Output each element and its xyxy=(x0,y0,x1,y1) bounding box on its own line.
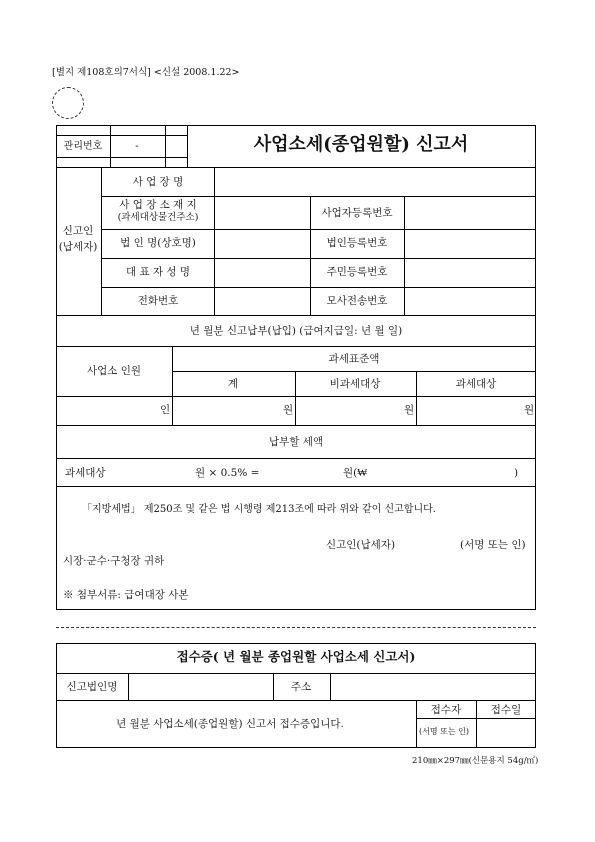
receipt-corp-label: 신고법인명 xyxy=(66,681,118,693)
corp-reg-no-label: 법인등록번호 xyxy=(326,237,388,249)
tax-result-text: 원(₩ xyxy=(343,467,368,479)
place-name-label: 사 업 장 명 xyxy=(132,176,184,188)
receiver-label: 접수자 xyxy=(430,704,462,716)
corp-name-label: 법 인 명(상호명) xyxy=(120,237,196,249)
law-text: 「지방세법」 제250조 및 같은 법 시행령 제213조에 따라 위와 같이 신고합니다. xyxy=(82,504,436,515)
reporter-group-label: 신고인 xyxy=(62,225,94,237)
tax-header: 납부할 세액 xyxy=(268,436,324,448)
col-taxable: 과세대상 xyxy=(455,378,497,390)
receipt-addr-field[interactable] xyxy=(331,674,535,699)
period-line: 년 월분 신고납부(납입) (급여지급일: 년 월 일) xyxy=(189,325,403,337)
rep-name-label: 대 표 자 성 명 xyxy=(125,266,191,278)
location-sublabel: (과세대상물건주소) xyxy=(117,212,199,223)
mgmt-number-value: - xyxy=(135,141,139,152)
sign-label: (서명 또는 인) xyxy=(460,539,526,551)
staff-count-field[interactable] xyxy=(57,397,157,424)
addressee: 시장·군수·구청장 귀하 xyxy=(63,555,165,567)
biz-reg-no-field[interactable] xyxy=(405,197,535,228)
tax-std-label: 과세표준액 xyxy=(328,353,380,365)
mgmt-number-label: 관리번호 xyxy=(63,141,103,152)
phone-label: 전화번호 xyxy=(137,295,179,307)
corp-reg-no-field[interactable] xyxy=(405,230,535,257)
paper-spec: 210㎜×297㎜(신문용지 54g/㎡) xyxy=(412,756,539,766)
attachment-note: ※ 첨부서류: 급여대장 사본 xyxy=(63,589,189,601)
resident-no-label: 주민등록번호 xyxy=(326,266,388,278)
form-number-label: [별지 제108호의7서식] <신설 2008.1.22> xyxy=(52,67,240,78)
receipt-body: 년 월분 사업소세(종업원할) 신고서 접수증입니다. xyxy=(116,718,344,730)
tax-amount-field[interactable] xyxy=(275,460,340,484)
col-total: 계 xyxy=(227,378,239,390)
form-title: 사업소세(종업원할) 신고서 xyxy=(253,134,469,155)
tax-rate-text: 원 × 0.5% = xyxy=(195,467,260,479)
location-label: 사 업 장 소 재 지 xyxy=(119,199,197,211)
location-field[interactable] xyxy=(215,197,309,228)
corp-name-field[interactable] xyxy=(215,230,309,257)
resident-no-field[interactable] xyxy=(405,259,535,286)
unit-won-nontax: 원 xyxy=(404,404,415,416)
unit-person: 인 xyxy=(160,404,171,416)
biz-reg-no-label: 사업자등록번호 xyxy=(321,207,393,219)
tax-won-field[interactable] xyxy=(370,460,512,484)
receiver-sign: (서명 또는 인) xyxy=(419,727,469,736)
cut-line xyxy=(56,627,536,628)
unit-won-total: 원 xyxy=(283,404,294,416)
place-name-field[interactable] xyxy=(215,168,535,195)
receipt-corp-field[interactable] xyxy=(129,674,272,699)
reporter-group-sublabel: (납세자) xyxy=(58,241,98,253)
receipt-date-field[interactable] xyxy=(477,719,535,747)
tax-base-field[interactable] xyxy=(120,460,192,484)
receipt-date-label: 접수일 xyxy=(490,704,522,716)
staff-label: 사업소 인원 xyxy=(86,365,142,377)
total-amount-field[interactable] xyxy=(173,397,281,424)
fax-label: 모사전송번호 xyxy=(326,295,388,307)
tax-line-label: 과세대상 xyxy=(65,467,106,479)
receipt-addr-label: 주소 xyxy=(290,681,312,693)
phone-field[interactable] xyxy=(215,288,309,314)
fax-field[interactable] xyxy=(405,288,535,314)
declarer-label: 신고인(납세자) xyxy=(326,539,396,551)
taxable-amount-field[interactable] xyxy=(417,397,524,424)
seal-circle xyxy=(52,87,84,119)
col-nontax: 비과세대상 xyxy=(329,378,381,390)
rep-name-field[interactable] xyxy=(215,259,309,286)
unit-won-taxable: 원 xyxy=(524,404,535,416)
receipt-title: 접수증( 년 월분 종업원할 사업소세 신고서) xyxy=(176,649,416,664)
tax-close-paren: ) xyxy=(514,467,519,479)
nontax-amount-field[interactable] xyxy=(296,397,403,424)
